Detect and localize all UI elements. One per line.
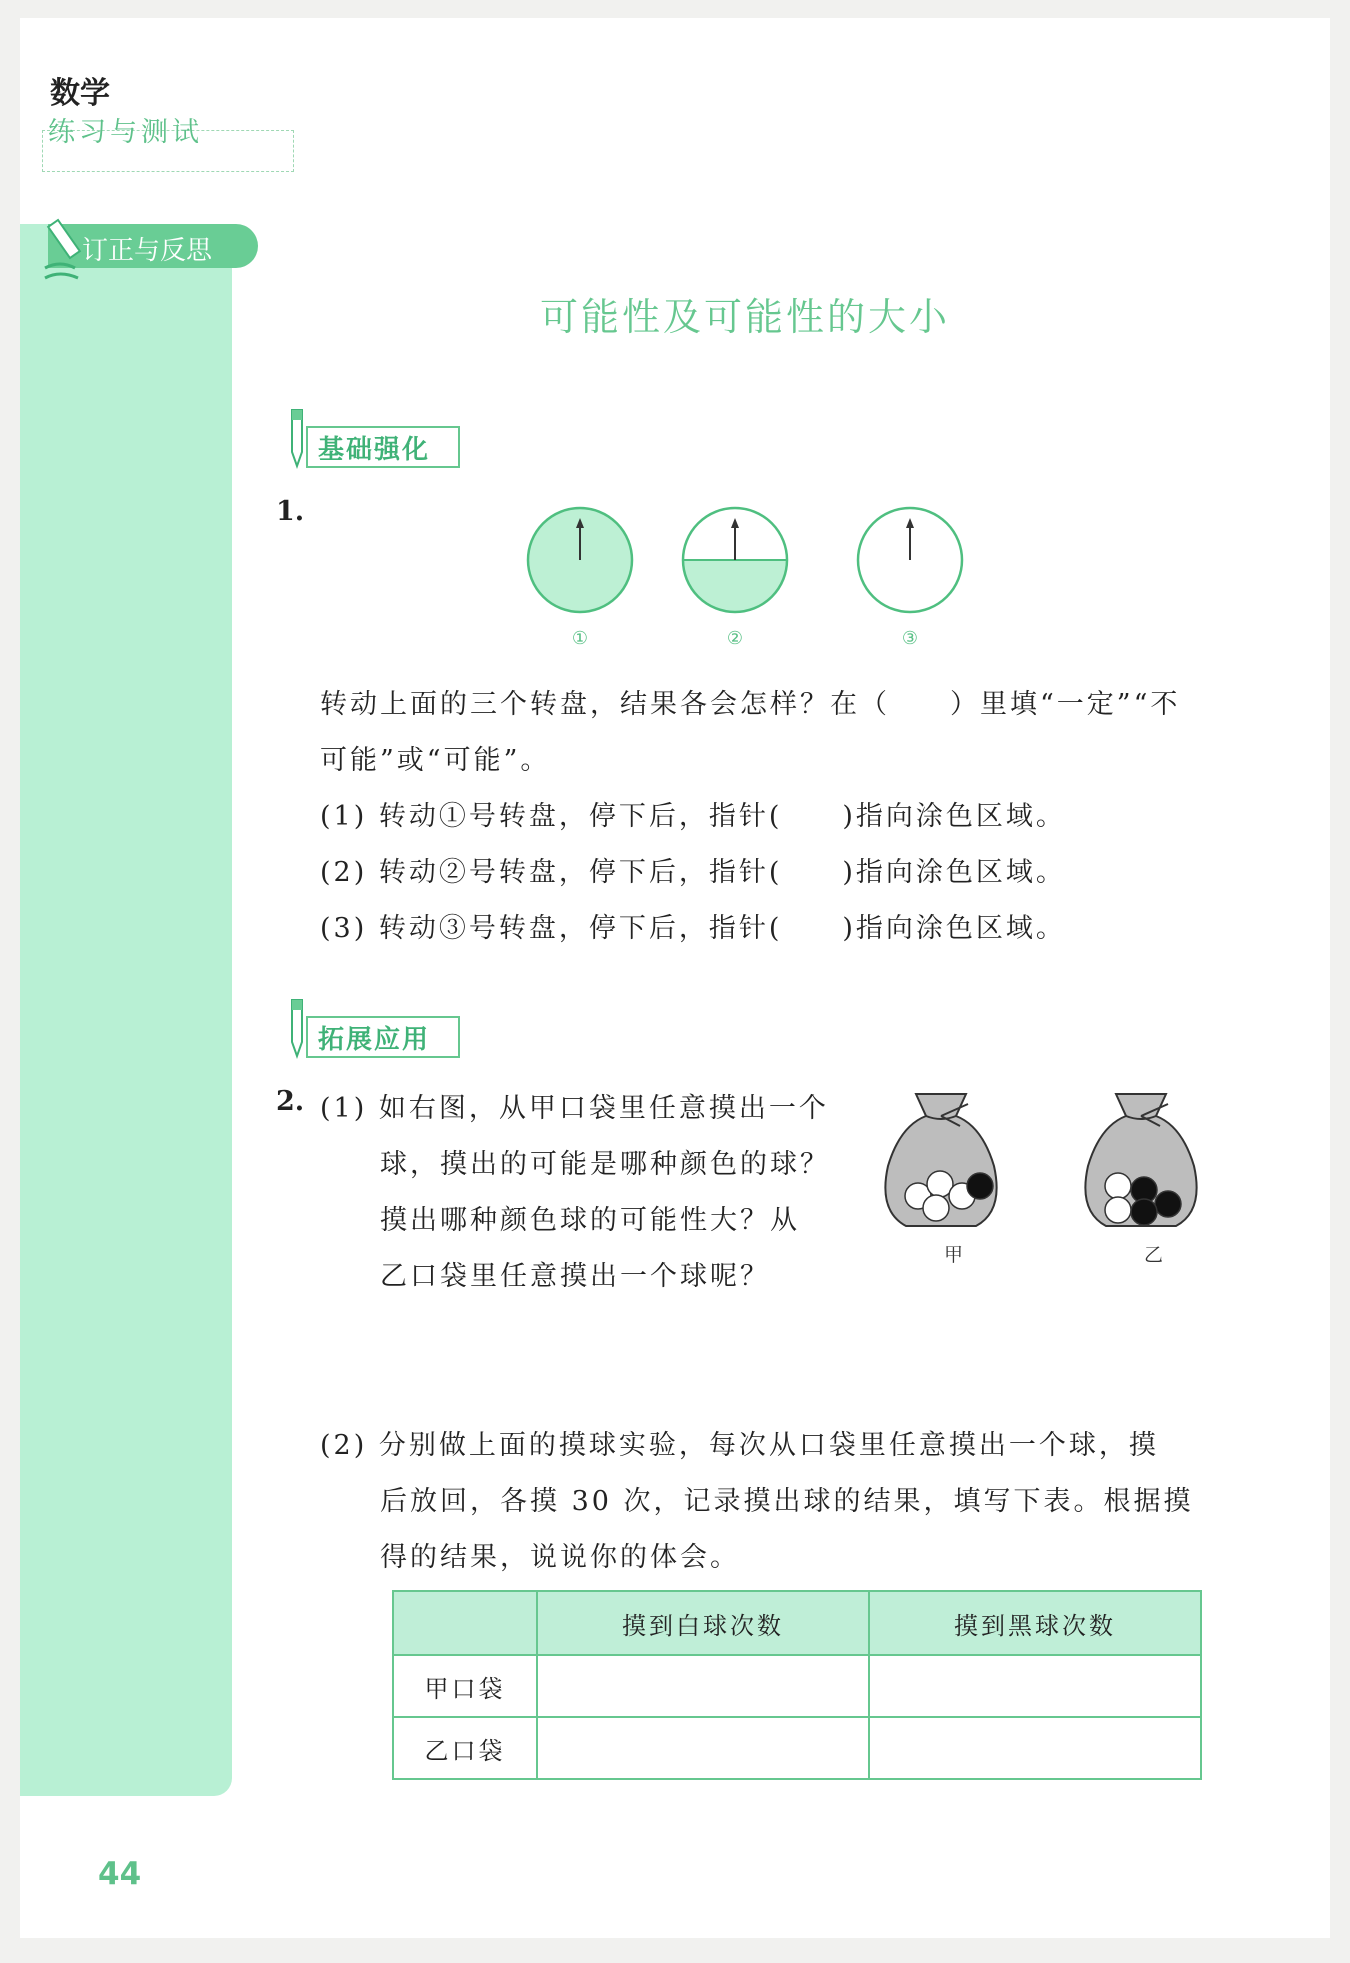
bag-yi xyxy=(1085,1094,1196,1226)
bag-jia xyxy=(885,1094,996,1226)
question-number: 1. xyxy=(276,496,305,527)
page xyxy=(20,18,1330,1938)
part1-line: (1) 如右图，从甲口袋里任意摸出一个 xyxy=(320,1093,829,1124)
table-cell[interactable] xyxy=(537,1717,869,1779)
part2-line: 得的结果，说说你的体会。 xyxy=(380,1542,740,1573)
bag-label-yi: 乙 xyxy=(1144,1244,1164,1266)
sub-question-1: (1) 转动①号转盘，停下后，指针( )指向涂色区域。 xyxy=(320,801,1066,832)
section-title-extend: 拓展应用 xyxy=(318,1025,431,1055)
notes-margin xyxy=(20,224,232,1796)
table-header-cell: 摸到白球次数 xyxy=(537,1591,869,1655)
table-header-cell xyxy=(393,1591,537,1655)
part1-line: 乙口袋里任意摸出一个球呢？ xyxy=(380,1261,770,1292)
spinner-label-3: ③ xyxy=(901,628,919,649)
part2-line: 后放回，各摸 30 次，记录摸出球的结果，填写下表。根据摸 xyxy=(380,1486,1194,1517)
page-number: 44 xyxy=(98,1856,142,1892)
table-cell[interactable] xyxy=(869,1655,1201,1717)
sub-question-3: (3) 转动③号转盘，停下后，指针( )指向涂色区域。 xyxy=(320,913,1066,944)
spinner-2 xyxy=(683,508,787,612)
table-header-row xyxy=(393,1591,1201,1655)
table-cell[interactable] xyxy=(869,1717,1201,1779)
part2-line: (2) 分别做上面的摸球实验，每次从口袋里任意摸出一个球，摸 xyxy=(320,1430,1159,1461)
section-title-basic: 基础强化 xyxy=(318,435,431,465)
table-row-label: 甲口袋 xyxy=(393,1655,537,1717)
question-stem-cont: 可能”或“可能”。 xyxy=(320,745,551,776)
subject-title: 数学 xyxy=(50,76,110,111)
spinner-diagram xyxy=(520,500,1020,620)
question-number: 2. xyxy=(276,1086,305,1117)
sub-question-2: (2) 转动②号转盘，停下后，指针( )指向涂色区域。 xyxy=(320,857,1066,888)
book-title: 练习与测试 xyxy=(48,117,203,148)
spinner-1 xyxy=(528,508,632,612)
table-row xyxy=(393,1717,1201,1779)
spinner-3 xyxy=(858,508,962,612)
results-table xyxy=(392,1590,1202,1780)
table-header-cell: 摸到黑球次数 xyxy=(869,1591,1201,1655)
spinner-label-2: ② xyxy=(726,628,744,649)
table-row-label: 乙口袋 xyxy=(393,1717,537,1779)
spinner-label-1: ① xyxy=(571,628,589,649)
notes-label: 订正与反思 xyxy=(82,236,213,266)
table-row xyxy=(393,1655,1201,1717)
part1-line: 球，摸出的可能是哪种颜色的球？ xyxy=(380,1149,830,1180)
lesson-title: 可能性及可能性的大小 xyxy=(539,295,950,339)
question-stem: 转动上面的三个转盘，结果各会怎样？在（ ）里填“一定”“不 xyxy=(320,689,1181,720)
bag-label-jia: 甲 xyxy=(944,1244,964,1266)
table-cell[interactable] xyxy=(537,1655,869,1717)
bags-illustration xyxy=(878,1086,1218,1236)
part1-line: 摸出哪种颜色球的可能性大？从 xyxy=(380,1205,800,1236)
